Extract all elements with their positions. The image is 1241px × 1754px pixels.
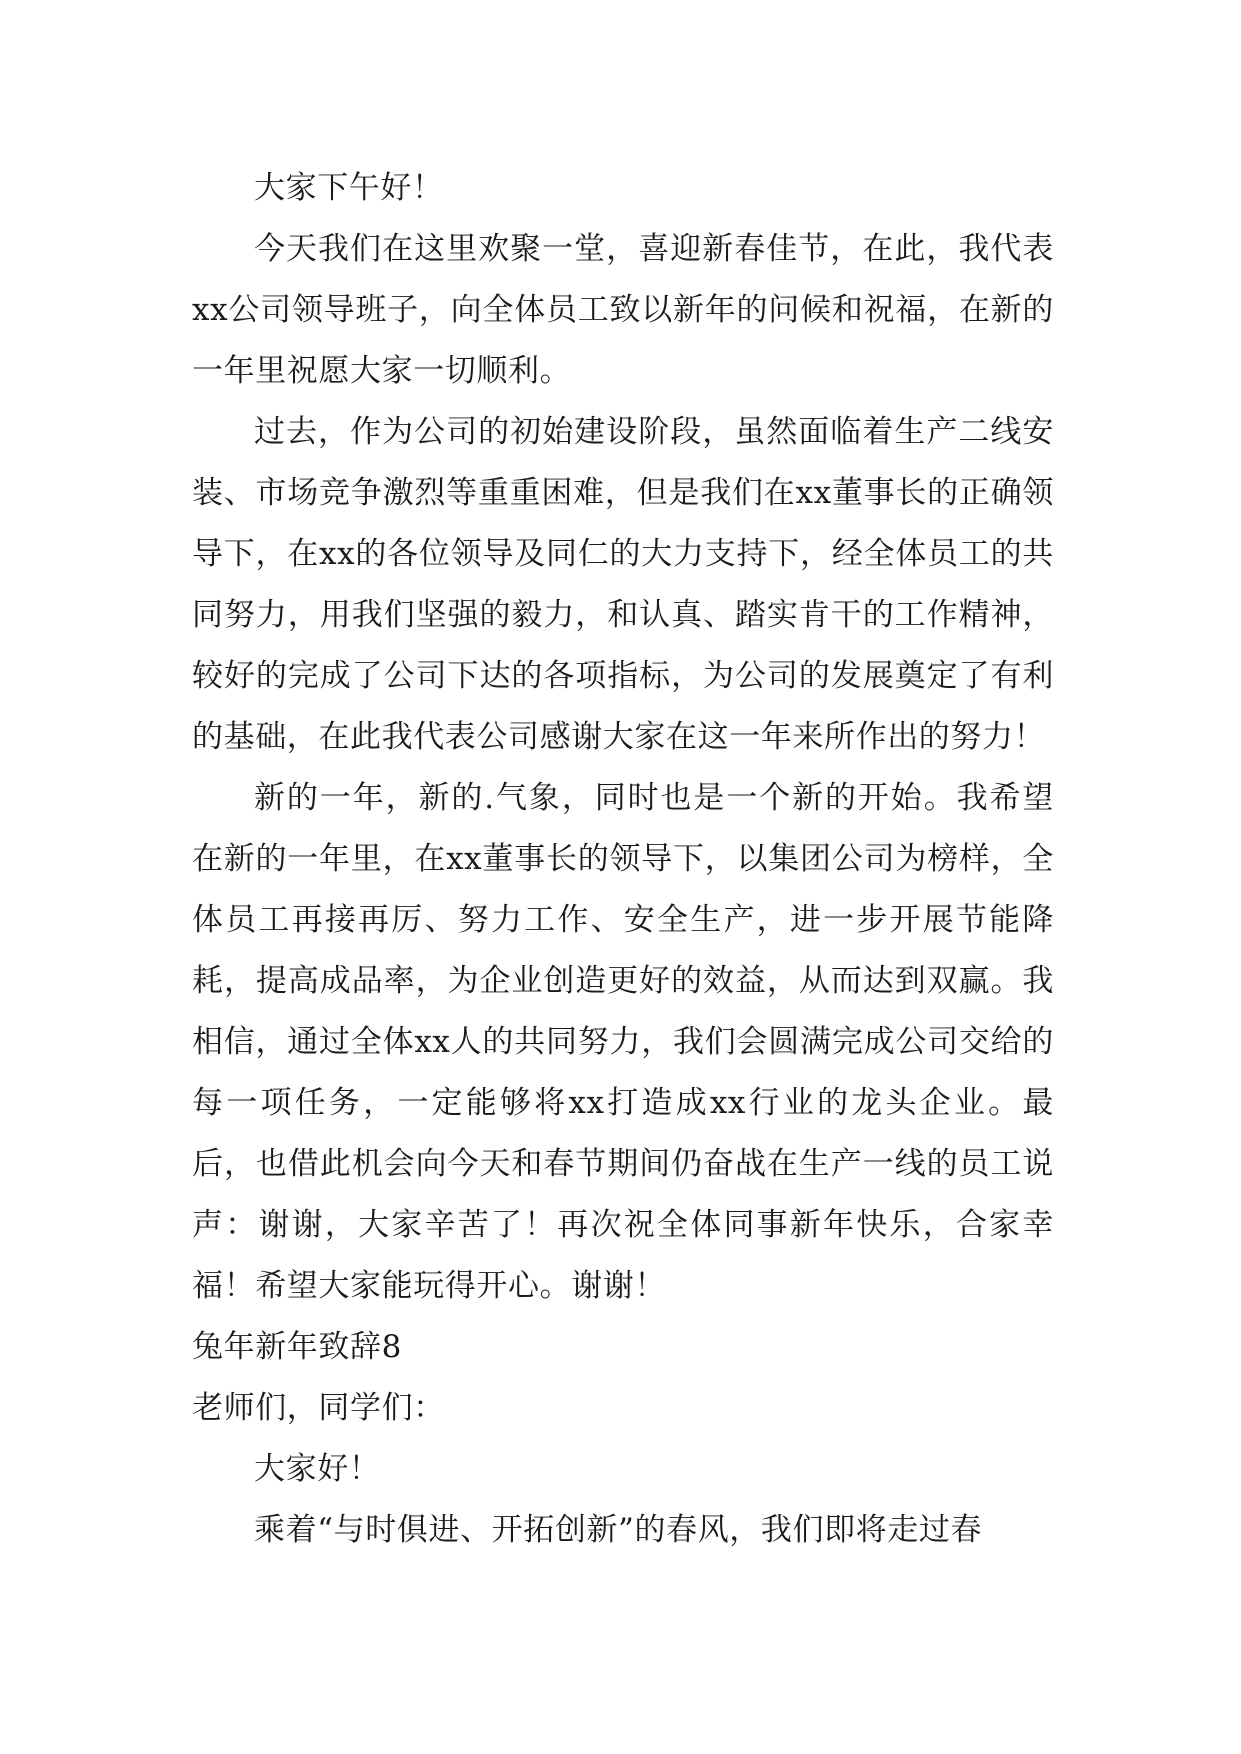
continuation-paragraph: 乘着“与时俱进、开拓创新”的春风，我们即将走过春 — [254, 1512, 983, 1548]
outlook-paragraph: 新的一年，新的.气象，同时也是一个新的开始。我希望在新的一年里，在xx董事长的领导下，以集团公司为榜样，全体员工再接再厉、努力工作、安全生产，进一步开展节能降耗，提高成品率，为企业创造更好的效益，从而达到双赢。我相信，通过全体xx人的共同努力，我们会圆满完成公司交给的每一项任务，一定能够将xx打造成xx行业的龙头企业。最后，也借此机会向今天和春节期间仍奋战在生产一线的员工说声：谢谢，大家辛苦了！再次祝全体同事新年快乐，合家幸福！希望大家能玩得开心。谢谢！ — [192, 780, 1054, 1304]
section-heading: 兔年新年致辞8 — [192, 1329, 402, 1365]
opening-paragraph: 今天我们在这里欢聚一堂，喜迎新春佳节，在此，我代表xx公司领导班子，向全体员工致以新年的问候和祝福，在新的一年里祝愿大家一切顺利。 — [192, 231, 1054, 389]
document-body — [192, 158, 1054, 1561]
salutation-line: 老师们，同学们： — [192, 1390, 445, 1426]
review-paragraph: 过去，作为公司的初始建设阶段，虽然面临着生产二线安装、市场竞争激烈等重重困难，但是我们在xx董事长的正确领导下，在xx的各位领导及同仁的大力支持下，经全体员工的共同努力，用我们坚强的毅力，和认真、踏实肯干的工作精神，较好的完成了公司下达的各项指标，为公司的发展奠定了有利的基础，在此我代表公司感谢大家在这一年来所作出的努力！ — [192, 414, 1054, 755]
greeting-paragraph-2: 大家好！ — [254, 1451, 381, 1487]
greeting-paragraph: 大家下午好！ — [254, 170, 444, 206]
